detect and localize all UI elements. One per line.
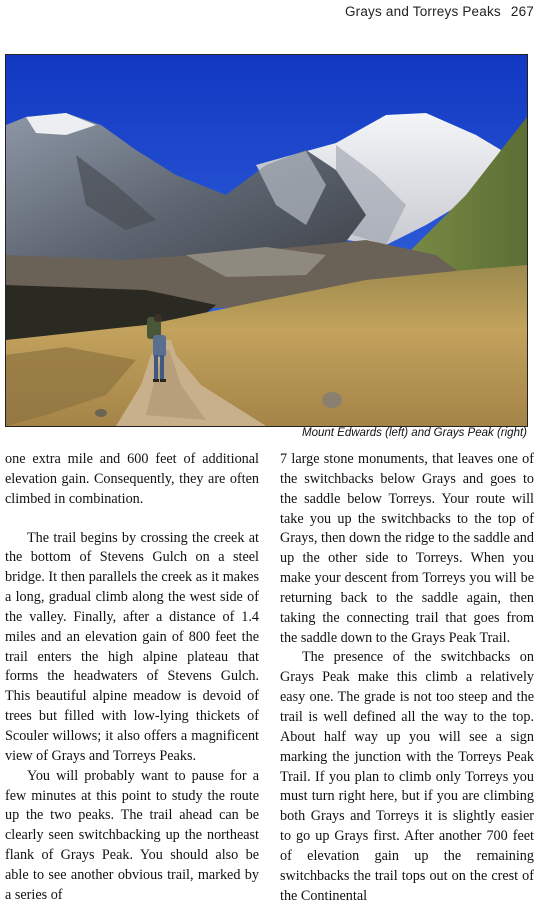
left-paragraph-2: The trail begins by crossing the creek at the bottom of Stevens Gulch on a steel bridge. It then parallels the creek as it makes a long, gradual climb along the west side of the valley. Finally, after a distance of 1.4 miles and an elevation gain of 800 feet the trail enters the high alpine plateau that forms the headwaters of Stevens Gulch. This beautiful alpine meadow is devoid of trees but filled with low-lying thickets of Scouler willows; it also offers a magnificent view of Grays and Torreys Peaks. — [5, 529, 259, 764]
running-head — [345, 4, 534, 19]
running-title: Grays and Torreys Peaks — [344, 4, 501, 19]
left-paragraph-3: You will probably want to pause for a few minutes at this point to study the route up the two peaks. The trail ahead can be clearly seen switchbacking up the northeast flank of Grays Peak. You should also be able to see another obvious trail, marked by a series of — [5, 767, 259, 903]
left-column — [5, 450, 259, 906]
mountain-landscape-illustration — [6, 55, 527, 426]
left-paragraph-1: one extra mile and 600 feet of additional elevation gain. Consequently, they are often climbed in combination. — [5, 451, 259, 507]
right-paragraph-2: The presence of the switchbacks on Grays Peak make this climb a relatively easy one. The grade is not too steep and the trail is well defined all the way to the top. About half way up you will see a sign marking the junction with the Torreys Peak Trail. If you plan to climb only Torreys you must turn right here, but if you are climbing both Grays and Torreys it is slightly easier to go up Grays first. After another 700 feet of elevation gain up the remaining switchbacks the trail tops out on the crest of the Continental — [280, 649, 534, 904]
right-column — [280, 450, 534, 906]
figure-caption: Mount Edwards (left) and Grays Peak (right) — [302, 427, 527, 439]
page-number: 267 — [510, 4, 534, 19]
mountain-photo — [5, 54, 528, 427]
right-paragraph-1: 7 large stone monuments, that leaves one of the switchbacks below Grays and goes to the saddle below Torreys. Your route will take you up the switchbacks to the top of Grays, then down the ridge to the saddle and up the other side to Torreys. When you make your descent from Torreys you will be returning back to the saddle again, then taking the connecting trail that goes from the saddle down to the Grays Peak Trail. — [280, 451, 534, 646]
